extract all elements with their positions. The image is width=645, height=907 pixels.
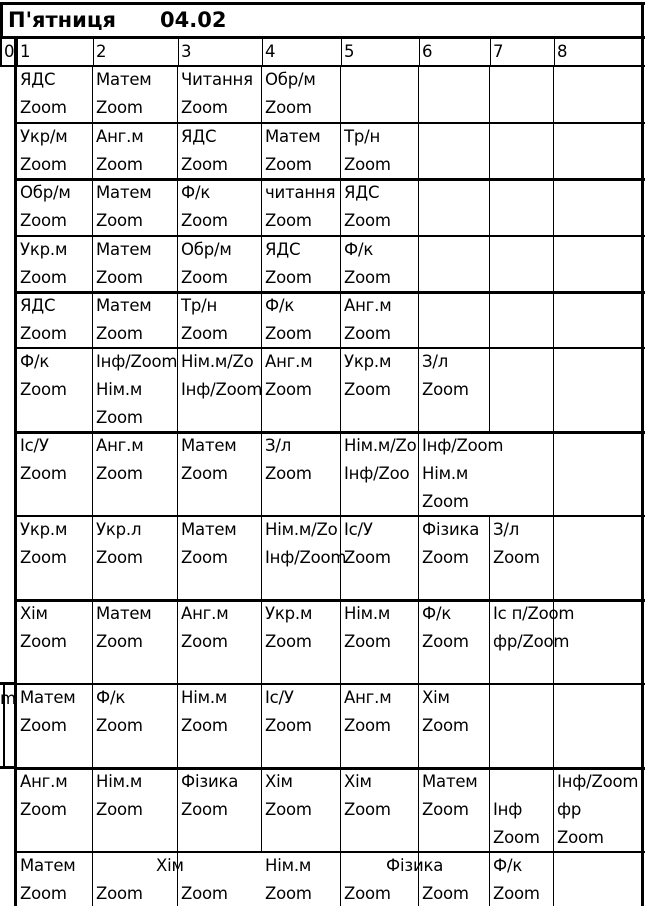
cell-text: Анг.м [181,604,229,623]
cell-text: Інф [493,800,523,819]
col-border [553,516,554,600]
cell-text: Анг.м [344,296,392,315]
cell-text: Матем [96,70,152,89]
cell-text: Матем [181,520,237,539]
cell-text: Zoom [20,800,67,819]
cell-text: Матем [20,688,76,707]
cell-text: Zoom [422,632,469,651]
cell-text: Zoom [20,548,67,567]
cell-text: Zoom [20,632,67,651]
col-border [489,768,490,852]
row-edge-label: m [0,689,16,708]
cell-text: З/л [493,520,520,539]
col-border [177,516,178,600]
col-border [418,516,419,600]
cell-text: Іс/У [344,520,373,539]
col-border [553,684,554,768]
col-border [177,179,178,236]
col-border [261,516,262,600]
cell-text: Zoom [181,716,228,735]
cell-text: Нім.м/Zo [181,352,254,371]
header-col-border [178,38,179,66]
cell-text: Нім.м [181,688,228,707]
cell-text: Хім [344,772,372,791]
col-border [92,684,93,768]
col-border [92,516,93,600]
col-border [261,236,262,292]
col-border [553,852,554,906]
header-col-border [490,38,491,66]
cell-text: Zoom [344,716,391,735]
cell-text: фр/Zoom [493,632,570,651]
cell-text: Zoom [265,716,312,735]
column-header-3: 3 [181,42,192,61]
cell-text: Нім.м [344,604,391,623]
row-border [14,431,645,434]
row-border [14,122,645,124]
col-border [92,432,93,516]
cell-text: Zoom [20,268,67,287]
cell-text: Фізика [386,856,444,875]
cell-text: Матем [96,183,152,202]
row-border [14,851,645,853]
cell-text: Zoom [181,155,228,174]
cell-text: Zoom [96,464,143,483]
cell-text: Zoom [493,884,540,903]
header-col-border [93,38,94,66]
cell-text: Zoom [422,548,469,567]
col-border [261,768,262,852]
frame-top [0,2,645,5]
cell-text: Інф/Zoo [344,464,410,483]
cell-text: З/л [265,436,292,455]
cell-text: Укр.л [96,520,142,539]
cell-text: Zoom [265,464,312,483]
row-border [14,235,645,237]
cell-text: Zoom [344,632,391,651]
cell-text: ЯДС [265,240,301,259]
cell-text: Zoom [265,632,312,651]
cell-text: Zoom [344,211,391,230]
col-border-partial [418,879,419,906]
cell-text: Zoom [20,716,67,735]
col-border [177,292,178,348]
cell-text: Zoom [20,464,67,483]
cell-text: Zoom [181,98,228,117]
cell-text: Нім.м [422,464,469,483]
col-border [177,600,178,684]
column-header-8: 8 [557,42,568,61]
col-border [340,236,341,292]
col-border [418,66,419,123]
cell-text: Zoom [20,98,67,117]
cell-text: Zoom [181,268,228,287]
col-border [92,600,93,684]
col-border [418,123,419,179]
cell-text: Zoom [344,800,391,819]
cell-text: Хім [156,856,184,875]
cell-text: З/л [422,352,449,371]
cell-text: Інф/Zoom [422,436,504,455]
cell-text: Zoom [265,268,312,287]
row-border [14,291,645,294]
cell-text: Zoom [422,380,469,399]
col-border [489,348,490,432]
cell-text: Фізика [181,772,239,791]
cell-text: Zoom [265,380,312,399]
cell-text: Zoom [344,884,391,903]
row-border [14,347,645,349]
cell-text: Zoom [344,155,391,174]
row-border [14,515,645,517]
cell-text: Zoom [265,98,312,117]
cell-text: Фізика [422,520,480,539]
cell-text: Zoom [96,268,143,287]
cell-text: Іс/У [265,688,294,707]
column-header-7: 7 [493,42,504,61]
cell-text: Zoom [422,884,469,903]
header-bottom-border [0,65,645,67]
cell-text: Zoom [265,800,312,819]
cell-text: Матем [96,604,152,623]
cell-text: читання [265,183,336,202]
col-border [553,768,554,852]
col-border [261,123,262,179]
cell-text: Zoom [20,211,67,230]
cell-text: Zoom [344,324,391,343]
header-col-border [419,38,420,66]
cell-text: Інф/Zoom [96,352,178,371]
cell-text: Zoom [557,828,604,847]
col-border [340,432,341,516]
cell-text: Укр.м [20,240,68,259]
day-title: П'ятниця [8,8,116,32]
cell-text: Анг.м [265,352,313,371]
col-border [553,348,554,432]
cell-text: Zoom [344,548,391,567]
cell-text: Zoom [20,324,67,343]
col-border [92,236,93,292]
cell-text: ЯДС [181,127,217,146]
col-border [418,236,419,292]
col-border [92,179,93,236]
col-border [340,600,341,684]
col-border [340,66,341,123]
cell-text: Матем [265,127,321,146]
col-border [489,236,490,292]
col-border [553,66,554,123]
cell-text: Zoom [96,548,143,567]
cell-text: Zoom [181,211,228,230]
col-border [489,123,490,179]
cell-text: Ф/к [181,183,211,202]
cell-text: Zoom [181,800,228,819]
cell-text: Zoom [422,492,469,511]
frame-right [641,2,644,906]
cell-text: Zoom [422,716,469,735]
cell-text: ЯДС [344,183,380,202]
cell-text: Інф/Zoom [265,548,347,567]
col-border [340,348,341,432]
cell-text: Укр.м [265,604,313,623]
cell-text: Zoom [96,716,143,735]
cell-text: Матем [20,856,76,875]
col-border-partial [489,712,490,768]
cell-text: Читання [181,70,253,89]
col-border [553,123,554,179]
col-border [92,123,93,179]
cell-text: Zoom [265,211,312,230]
cell-text: Анг.м [20,772,68,791]
cell-text: Укр.м [344,352,392,371]
col-border [261,292,262,348]
cell-text: Ф/к [96,688,126,707]
col-border [489,179,490,236]
cell-text: Анг.м [344,688,392,707]
cell-text: ЯДС [20,296,56,315]
col-border [340,852,341,906]
cell-text: Інф/Zoom [557,772,639,791]
row-border [14,599,645,602]
cell-text: Zoom [96,408,143,427]
col-border [340,684,341,768]
col-border [553,236,554,292]
title-bottom-border [0,36,645,39]
cell-text: ЯДС [20,70,56,89]
header-col-border [341,38,342,66]
cell-text: Zoom [96,98,143,117]
col-border [418,292,419,348]
cell-text: Ф/к [493,856,523,875]
col-border [418,348,419,432]
col-border [261,684,262,768]
cell-text: Укр.м [20,520,68,539]
cell-text: Нім.м [265,856,312,875]
column-header-0: 0 [4,42,15,61]
col-border [177,236,178,292]
column-header-6: 6 [422,42,433,61]
cell-text: Укр/м [20,127,68,146]
cell-text: Матем [96,240,152,259]
col-border [177,432,178,516]
col-border [92,852,93,906]
header-col-border [554,38,555,66]
cell-text: Обр/м [181,240,232,259]
header-col-border [262,38,263,66]
grid-thick-left [14,38,17,906]
cell-text: Іс/У [20,436,49,455]
cell-text: Хім [422,688,450,707]
cell-text: Ф/к [265,296,295,315]
cell-text: Обр/м [265,70,316,89]
col-border [553,179,554,236]
cell-text: Zoom [422,800,469,819]
col-border [489,600,490,684]
header-col-border [17,38,18,66]
cell-text: Zoom [96,324,143,343]
col-border [418,179,419,236]
col-border [489,516,490,600]
col-border [553,292,554,348]
col-border-partial [177,879,178,906]
row-border [14,767,645,770]
date-title: 04.02 [160,8,227,32]
col-border [261,66,262,123]
cell-text: Матем [422,772,478,791]
cell-text: Zoom [265,155,312,174]
col-border [177,123,178,179]
cell-text: Нім.м/Zo [344,436,417,455]
col-border [177,66,178,123]
cell-text: Zoom [20,155,67,174]
cell-text: Zoom [344,268,391,287]
cell-text: Хім [20,604,48,623]
row-border [14,683,645,685]
cell-text: Ф/к [20,352,50,371]
column-header-4: 4 [265,42,276,61]
cell-text: Zoom [96,632,143,651]
cell-text: Іс п/Zoom [493,604,575,623]
cell-text: Матем [181,436,237,455]
cell-text: Zoom [20,884,67,903]
cell-text: Хім [265,772,293,791]
cell-text: Zoom [181,464,228,483]
cell-text: Анг.м [96,436,144,455]
column-header-5: 5 [344,42,355,61]
cell-text: Нім.м [96,380,143,399]
cell-text: Zoom [265,324,312,343]
cell-text: Zoom [181,884,228,903]
col-border [92,348,93,432]
cell-text: Zoom [96,800,143,819]
cell-text: Zoom [265,884,312,903]
col-border [340,768,341,852]
cell-text: Нім.м/Zo [265,520,338,539]
frame-left-title [0,2,3,38]
col-border [261,432,262,516]
cell-text: Zoom [181,632,228,651]
cell-text: Анг.м [96,127,144,146]
row-border [14,178,645,181]
col-border [92,292,93,348]
col-border [340,292,341,348]
cell-text: Ф/к [344,240,374,259]
cell-text: Тр/н [181,296,218,315]
cell-text: Інф/Zoom [181,380,263,399]
column-header-1: 1 [20,42,31,61]
col-border [418,432,419,516]
cell-text: Zoom [96,884,143,903]
cell-text: Zoom [493,548,540,567]
header-left-edge [0,38,2,66]
column-header-2: 2 [96,42,107,61]
cell-text: Матем [96,296,152,315]
cell-text: Zoom [181,548,228,567]
col-border [489,66,490,123]
col-border [261,600,262,684]
col-border [418,768,419,852]
cell-text: Ф/к [422,604,452,623]
cell-text: Zoom [96,155,143,174]
col-border [261,179,262,236]
col-border [92,66,93,123]
col-border [92,768,93,852]
col-border [177,684,178,768]
cell-text: фр [557,800,582,819]
col-border [489,852,490,906]
cell-text: Нім.м [96,772,143,791]
col-border [177,768,178,852]
cell-text: Тр/н [344,127,381,146]
cell-text: Обр/м [20,183,71,202]
col-border [553,432,554,516]
col-border [418,684,419,768]
col-border [418,600,419,684]
cell-text: Zoom [493,828,540,847]
cell-text: Zoom [20,380,67,399]
cell-text: Zoom [181,324,228,343]
cell-text: Zoom [344,380,391,399]
cell-text: Zoom [96,211,143,230]
col-border [340,123,341,179]
col-border [340,179,341,236]
col-border [489,292,490,348]
